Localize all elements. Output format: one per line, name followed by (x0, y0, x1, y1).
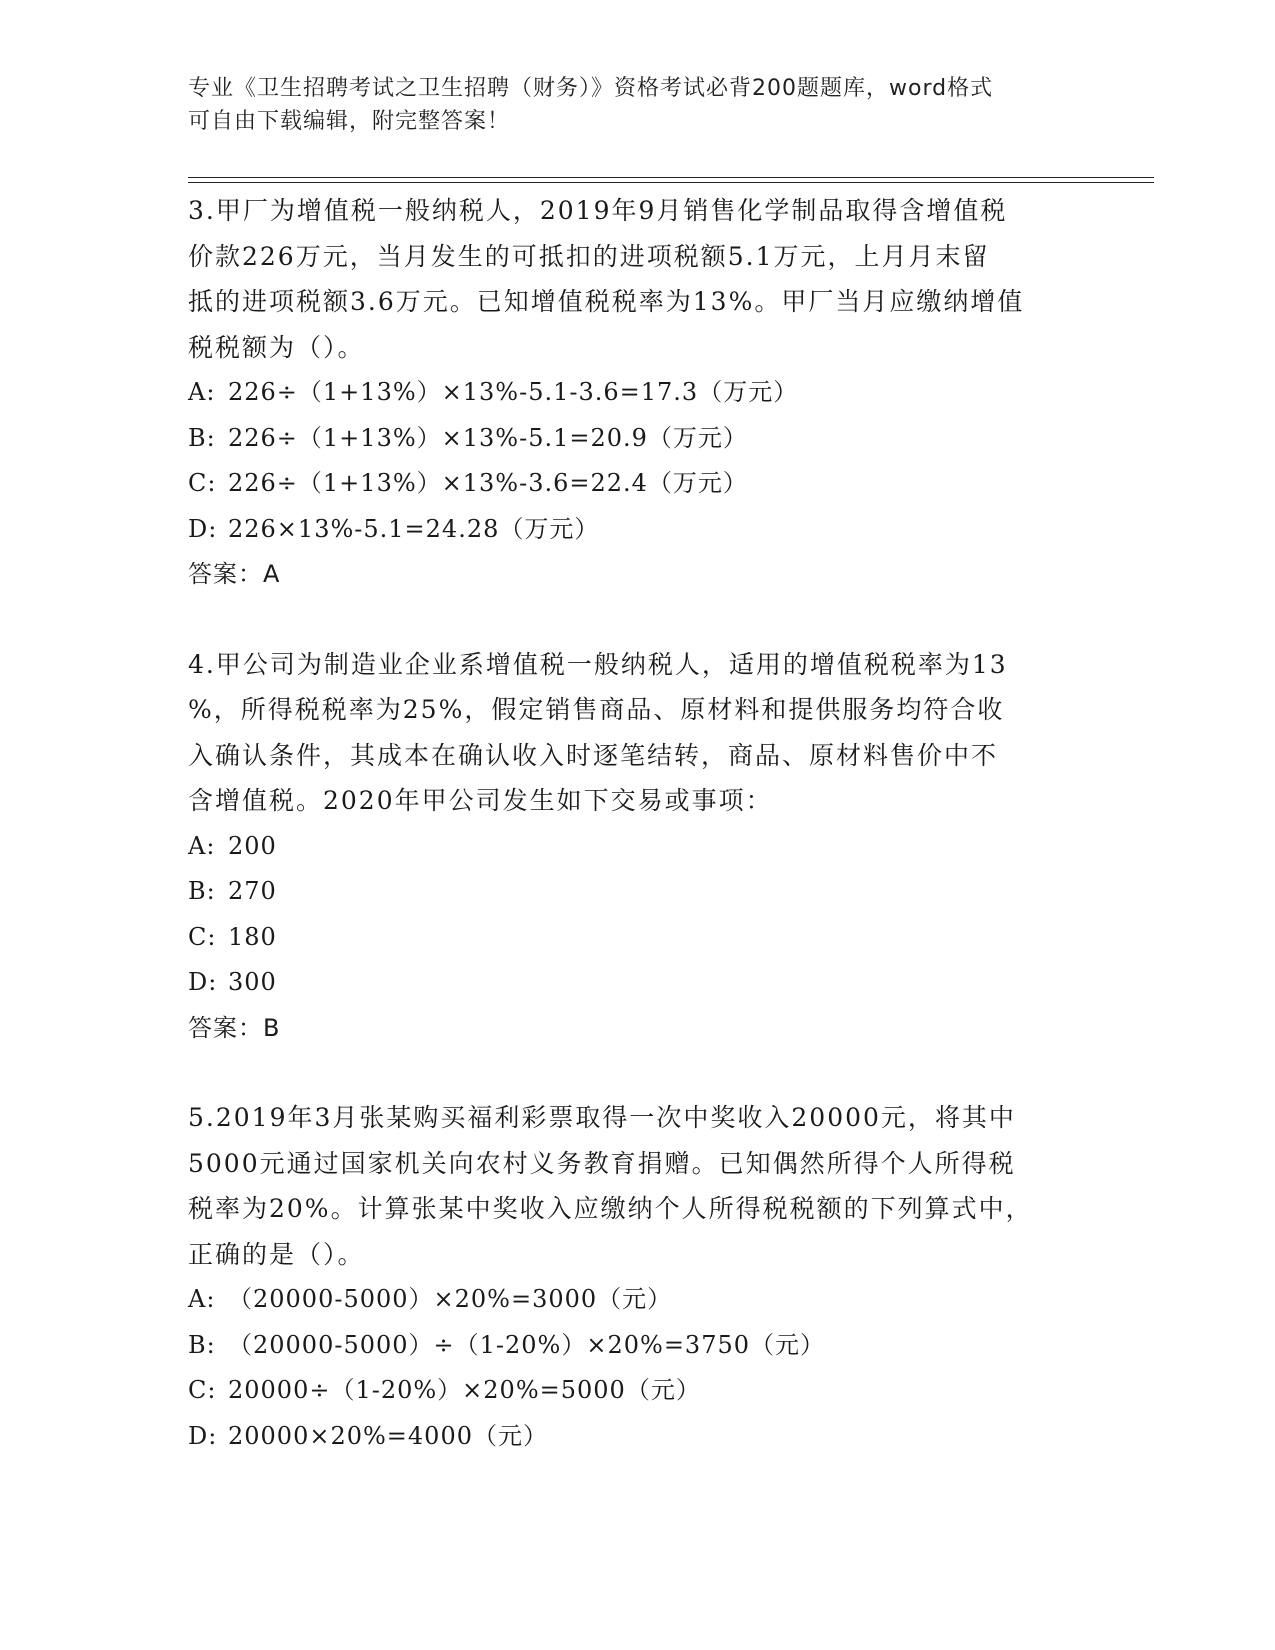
option-letter: B: (188, 877, 216, 905)
option-c (188, 1368, 1088, 1414)
question-line: 正确的是（）。 (188, 1239, 365, 1269)
question-3 (188, 188, 1088, 598)
answer-line: 答案：A (188, 560, 281, 588)
option-text: 270 (228, 877, 277, 905)
option-b (188, 869, 1088, 915)
option-letter: A: (188, 1285, 216, 1313)
option-text: 226÷（1+13%）×13%-5.1=20.9（万元） (228, 423, 748, 452)
option-text: 200 (228, 831, 277, 860)
document-header (188, 72, 1068, 138)
option-a (188, 1277, 1088, 1323)
question-line: 税率为20%。计算张某中奖收入应缴纳个人所得税税额的下列算式中， (188, 1194, 1033, 1223)
option-letter: A: (188, 378, 216, 406)
option-text: （20000-5000）÷（1-20%）×20%=3750（元） (228, 1330, 826, 1359)
option-text: 20000×20%=4000（元） (228, 1421, 548, 1450)
question-4 (188, 642, 1088, 1052)
question-line: 价款226万元，当月发生的可抵扣的进项税额5.1万元，上月月末留 (188, 241, 990, 271)
question-line: 含增值税。2020年甲公司发生如下交易或事项： (188, 786, 773, 815)
option-letter: C: (188, 922, 217, 951)
question-5 (188, 1095, 1088, 1459)
question-list (188, 188, 1088, 1459)
option-letter: D: (188, 968, 218, 996)
option-text: 180 (228, 922, 277, 951)
option-letter: A: (188, 831, 216, 860)
question-line: 4.甲公司为制造业企业系增值税一般纳税人，适用的增值税税率为13 (188, 649, 1008, 679)
option-a (188, 370, 1088, 416)
answer-line: 答案：B (188, 1013, 281, 1042)
option-c (188, 915, 1088, 961)
option-b (188, 416, 1088, 462)
option-text: 226×13%-5.1=24.28（万元） (228, 514, 600, 543)
header-divider (188, 177, 1154, 183)
option-text: 20000÷（1-20%）×20%=5000（元） (228, 1376, 701, 1404)
option-letter: D: (188, 1421, 218, 1450)
option-letter: D: (188, 514, 218, 543)
spacer (188, 598, 1088, 642)
option-d (188, 507, 1088, 553)
header-line-1: 专业《卫生招聘考试之卫生招聘（财务）》资格考试必背200题题库，word格式 (188, 76, 994, 101)
option-text: （20000-5000）×20%=3000（元） (228, 1285, 673, 1313)
question-line: 3.甲厂为增值税一般纳税人，2019年9月销售化学制品取得含增值税 (188, 196, 1008, 225)
option-a (188, 824, 1088, 870)
question-line: 入确认条件，其成本在确认收入时逐笔结转，商品、原材料售价中不 (188, 740, 999, 770)
option-letter: B: (188, 423, 216, 452)
header-line-2: 可自由下载编辑，附完整答案！ (188, 109, 511, 134)
question-line: %，所得税税率为25%，假定销售商品、原材料和提供服务均符合收 (188, 695, 1005, 724)
spacer (188, 1051, 1088, 1095)
question-line: 抵的进项税额3.6万元。已知增值税税率为13%。甲厂当月应缴纳增值 (188, 287, 1025, 316)
option-c (188, 461, 1088, 507)
question-line: 5.2019年3月张某购买福利彩票取得一次中奖收入20000元，将其中 (188, 1103, 1016, 1132)
option-d (188, 1414, 1088, 1460)
question-line: 5000元通过国家机关向农村义务教育捐赠。已知偶然所得个人所得税 (188, 1148, 1016, 1178)
option-text: 226÷（1+13%）×13%-5.1-3.6=17.3（万元） (228, 378, 799, 406)
option-letter: C: (188, 1376, 217, 1404)
option-letter: C: (188, 469, 217, 497)
option-b (188, 1323, 1088, 1369)
option-letter: B: (188, 1330, 216, 1359)
option-text: 300 (228, 968, 277, 996)
option-text: 226÷（1+13%）×13%-3.6=22.4（万元） (228, 469, 748, 497)
question-line: 税税额为（）。 (188, 332, 365, 362)
option-d (188, 960, 1088, 1006)
